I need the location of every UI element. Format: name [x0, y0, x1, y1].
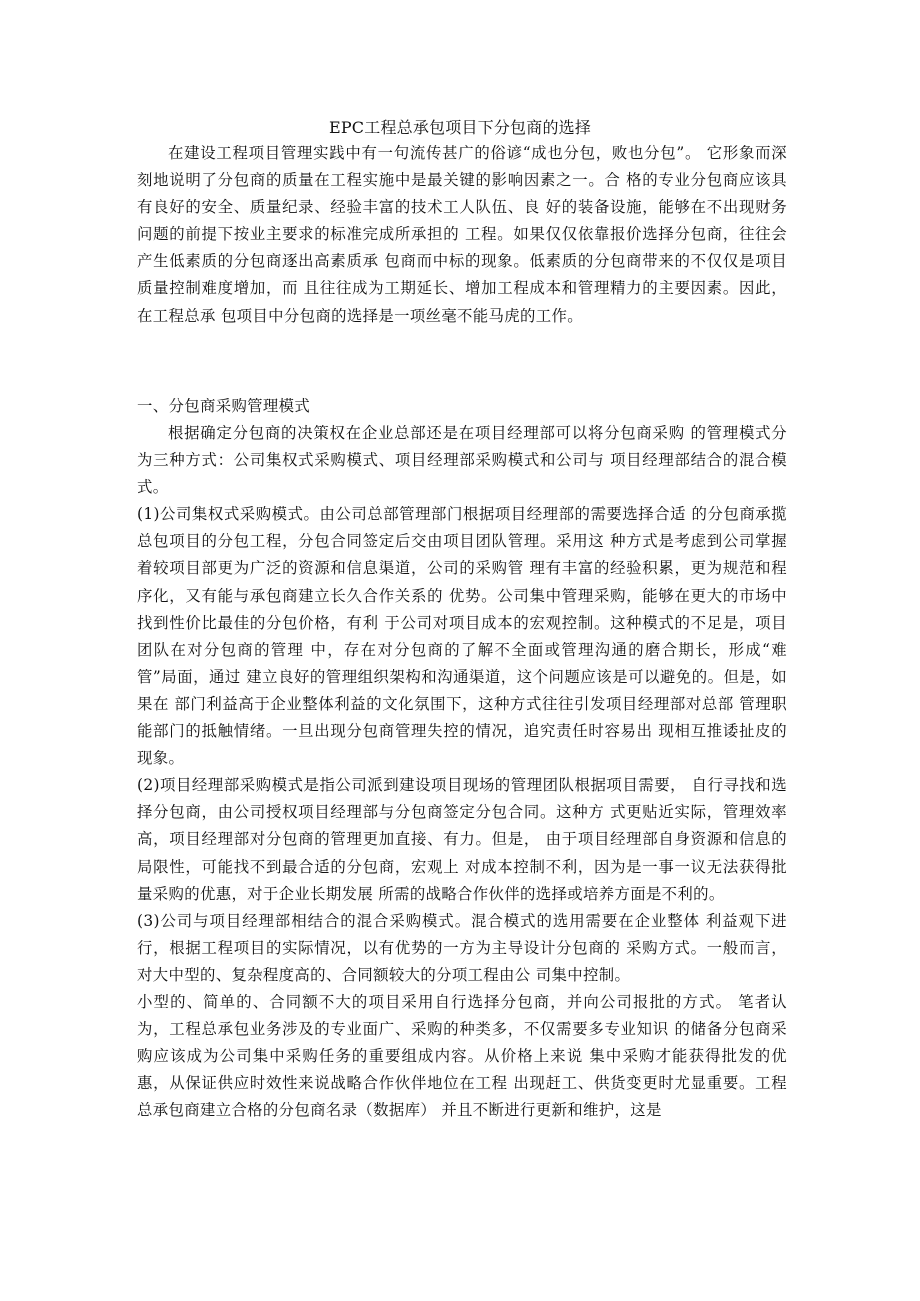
mode-1-paragraph: (1)公司集权式采购模式。由公司总部管理部门根据项目经理部的需要选择合适 的分包商承揽总包项目的分包工程，分包合同签定后交由项目团队管理。采用这 种方式是考虑到公司掌握着较项目部更为广泛的资源和信息渠道，公司的采购管 理有丰富的经验积累，更为规范和程序化，又有能与承包商建立长久合作关系的 优势。公司集中管理采购，能够在更大的市场中找到性价比最佳的分包价格，有利 于公司对项目成本的宏观控制。这种模式的不足是，项目团队在对分包商的管理 中，存在对分包商的了解不全面或管理沟通的磨合期长，形成“难管”局面，通过 建立良好的管理组织架构和沟通渠道，这个问题应该是可以避免的。但是，如果在 部门利益高于企业整体利益的文化氛围下，这种方式往往引发项目经理部对总部 管理职能部门的抵触情绪。一旦出现分包商管理失控的情况，追究责任时容易出 现相互推诿扯皮的现象。: [137, 505, 787, 768]
document-title: EPC工程总承包项目下分包商的选择: [328, 118, 592, 137]
closing-paragraph: 小型的、简单的、合同额不大的项目采用自行选择分包商，并向公司报批的方式。 笔者认为，工程总承包业务涉及的专业面广、采购的种类多，不仅需要多专业知识 的储备分包商采购应该成为公司集中采购任务的重要组成内容。从价格上来说 集中采购才能获得批发的优惠，从保证供应时效性来说战略合作伙伴地位在工程 出现赶工、供货变更时尤显重要。工程总承包商建立合格的分包商名录（数据库） 并且不断进行更新和维护，这是: [137, 992, 787, 1120]
mode-2-paragraph: (2)项目经理部采购模式是指公司派到建设项目现场的管理团队根据项目需要， 自行寻找和选择分包商，由公司授权项目经理部与分包商签定分包合同。这种方 式更贴近实际，管理效率高，项目经理部对分包商的管理更加直接、有力。但是， 由于项目经理部自身资源和信息的局限性，可能找不到最合适的分包商，宏观上 对成本控制不利，因为是一事一议无法获得批量采购的优惠，对于企业长期发展 所需的战略合作伙伴的选择或培养方面是不利的。: [137, 776, 787, 903]
section-heading: 一、分包商采购管理模式: [137, 397, 311, 415]
intro-text: 在建设工程项目管理实践中有一句流传甚广的俗谚“成也分包，败也分包”。 它形象而深刻地说明了分包商的质量在工程实施中是最关键的影响因素之一。合 格的专业分包商应该具有良好的安全、质量纪录、经验丰富的技术工人队伍、良 好的装备设施，能够在不出现财务问题的前提下按业主要求的标准完成所承担的 工程。如果仅仅依靠报价选择分包商，往往会产生低素质的分包商逐出高素质承 包商而中标的现象。低素质的分包商带来的不仅仅是项目质量控制难度增加，而 且往往成为工期延长、增加工程成本和管理精力的主要因素。因此，在工程总承 包项目中分包商的选择是一项丝毫不能马虎的工作。: [137, 144, 787, 325]
intro-paragraph: [137, 140, 787, 330]
section-body: [137, 420, 787, 1124]
section-intro-paragraph: 根据确定分包商的决策权在企业总部还是在项目经理部可以将分包商采购 的管理模式分为三种方式：公司集权式采购模式、项目经理部采购模式和公司与 项目经理部结合的混合模式。: [137, 424, 787, 497]
mode-3-paragraph: (3)公司与项目经理部相结合的混合采购模式。混合模式的选用需要在企业整体 利益观下进行，根据工程项目的实际情况，以有优势的一方为主导设计分包商的 采购方式。一般而言，对大中型的、复杂程度高的、合同额较大的分项工程由公 司集中控制。: [137, 911, 787, 984]
